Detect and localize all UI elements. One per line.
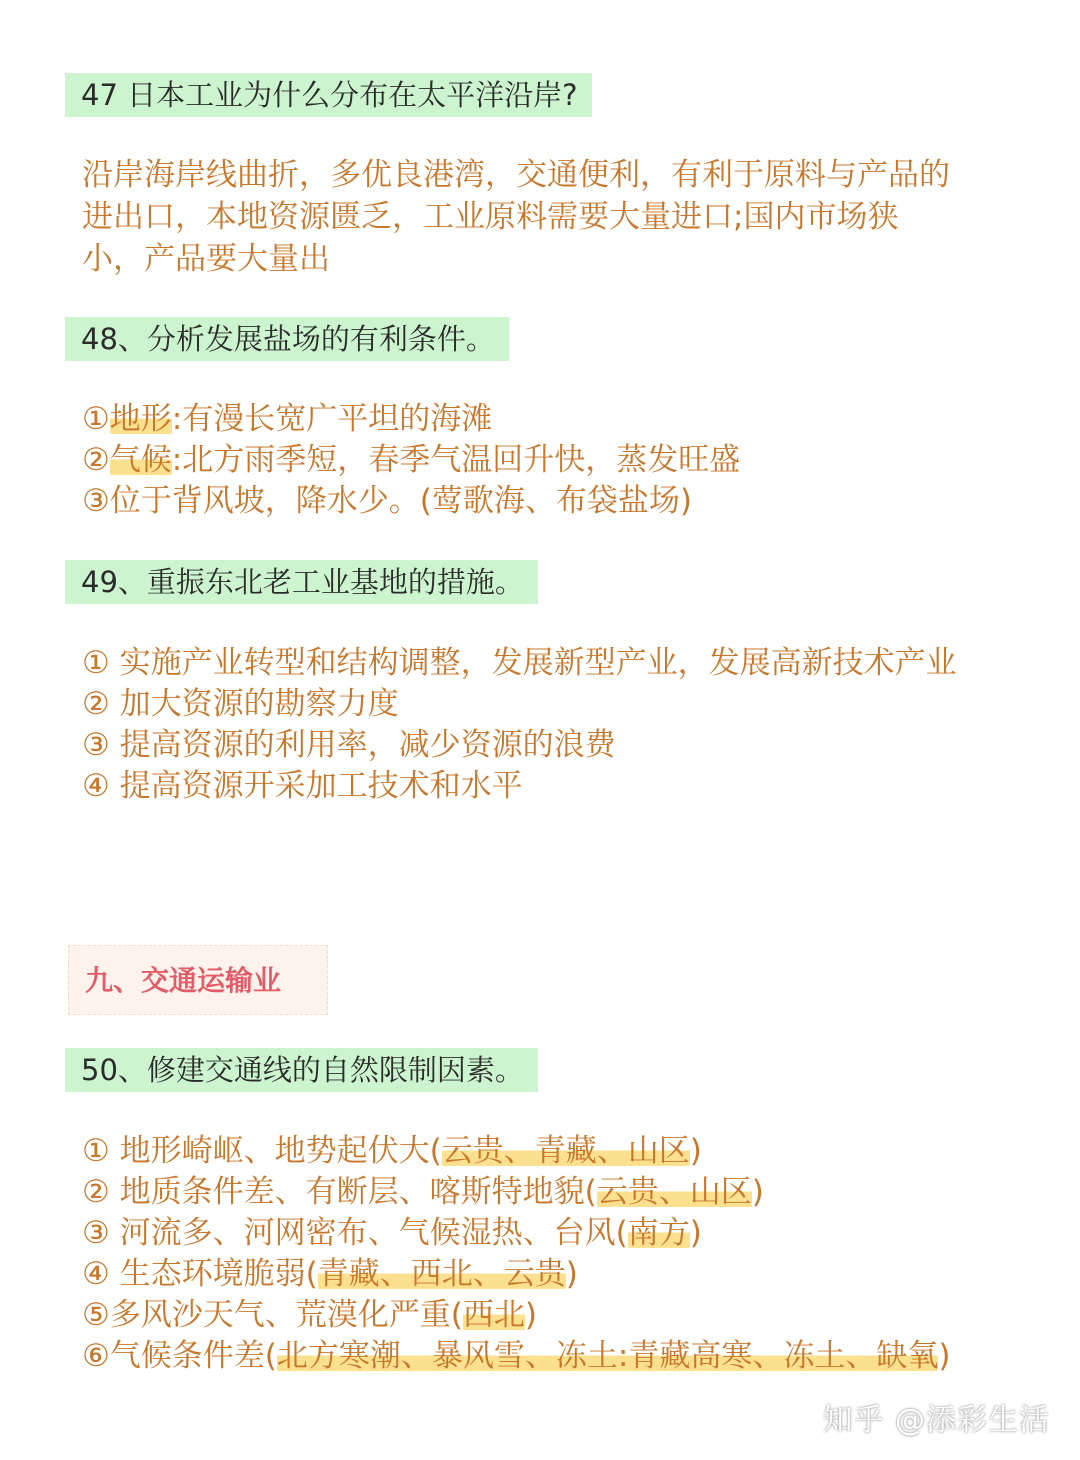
item-end: ): [938, 1338, 951, 1374]
answer-50-item-4: [82, 1254, 578, 1294]
highlight-term: 云贵、青藏、山区: [441, 1133, 690, 1169]
item-text: ① 地形崎岖、地势起伏大(: [82, 1133, 442, 1169]
answer-49-item-3: ③ 提高资源的利用率，减少资源的浪费: [82, 727, 616, 763]
item-end: ): [524, 1297, 537, 1333]
highlight-term: 西北: [462, 1297, 525, 1333]
item-marker: ①: [82, 401, 110, 437]
answer-50-item-3: [82, 1213, 702, 1253]
item-end: ): [689, 1133, 702, 1169]
item-end: ): [751, 1174, 764, 1210]
item-text: ⑥气候条件差(: [82, 1338, 277, 1374]
item-text: 位于背风坡，降水少。(莺歌海、布袋盐场): [109, 483, 692, 519]
answer-49-item-4: ④ 提高资源开采加工技术和水平: [82, 768, 523, 804]
watermark: 知乎 @添彩生活: [822, 1403, 1050, 1438]
answer-50-item-2: [82, 1172, 764, 1212]
item-marker: ②: [82, 442, 110, 478]
highlight-term: 云贵、山区: [596, 1174, 752, 1210]
item-end: ): [565, 1256, 578, 1292]
item-text: ④ 生态环境脆弱(: [82, 1256, 318, 1292]
item-text: :北方雨季短，春季气温回升快，蒸发旺盛: [171, 442, 741, 478]
answer-47-line-1: 沿岸海岸线曲折，多优良港湾，交通便利，有利于原料与产品的: [82, 157, 950, 193]
question-48-title: 48、分析发展盐场的有利条件。: [65, 317, 509, 361]
answer-48-item-3: [82, 481, 692, 521]
answer-50-item-5: [82, 1295, 537, 1335]
highlight-term: 地形: [109, 401, 172, 437]
item-marker: ③: [82, 483, 110, 519]
answer-48-item-2: [82, 440, 740, 480]
question-50-title: 50、修建交通线的自然限制因素。: [65, 1048, 538, 1092]
answer-47-line-2: 进出口，本地资源匮乏，工业原料需要大量进口;国内市场狭: [82, 199, 899, 235]
answer-50-item-6: [82, 1336, 950, 1376]
highlight-term: 北方寒潮、暴风雪、冻土:青藏高寒、冻土、缺氧: [276, 1338, 939, 1374]
item-text: :有漫长宽广平坦的海滩: [171, 401, 493, 437]
item-end: ): [689, 1215, 702, 1251]
answer-50-item-1: [82, 1131, 702, 1171]
item-text: ② 地质条件差、有断层、喀斯特地貌(: [82, 1174, 597, 1210]
answer-49-item-2: ② 加大资源的勘察力度: [82, 686, 399, 722]
item-text: ③ 河流多、河网密布、气候湿热、台风(: [82, 1215, 628, 1251]
highlight-term: 青藏、西北、云贵: [317, 1256, 566, 1292]
item-text: ⑤多风沙天气、荒漠化严重(: [82, 1297, 463, 1333]
question-49-title: 49、重振东北老工业基地的措施。: [65, 560, 538, 604]
answer-48-item-1: [82, 399, 492, 439]
answer-47-line-3: 小，产品要大量出: [82, 241, 330, 277]
highlight-term: 气候: [109, 442, 172, 478]
answer-49-item-1: ① 实施产业转型和结构调整，发展新型产业，发展高新技术产业: [82, 645, 957, 681]
highlight-term: 南方: [627, 1215, 690, 1251]
section-title: 九、交通运输业: [68, 945, 328, 1015]
question-47-title: 47 日本工业为什么分布在太平洋沿岸?: [65, 73, 592, 117]
